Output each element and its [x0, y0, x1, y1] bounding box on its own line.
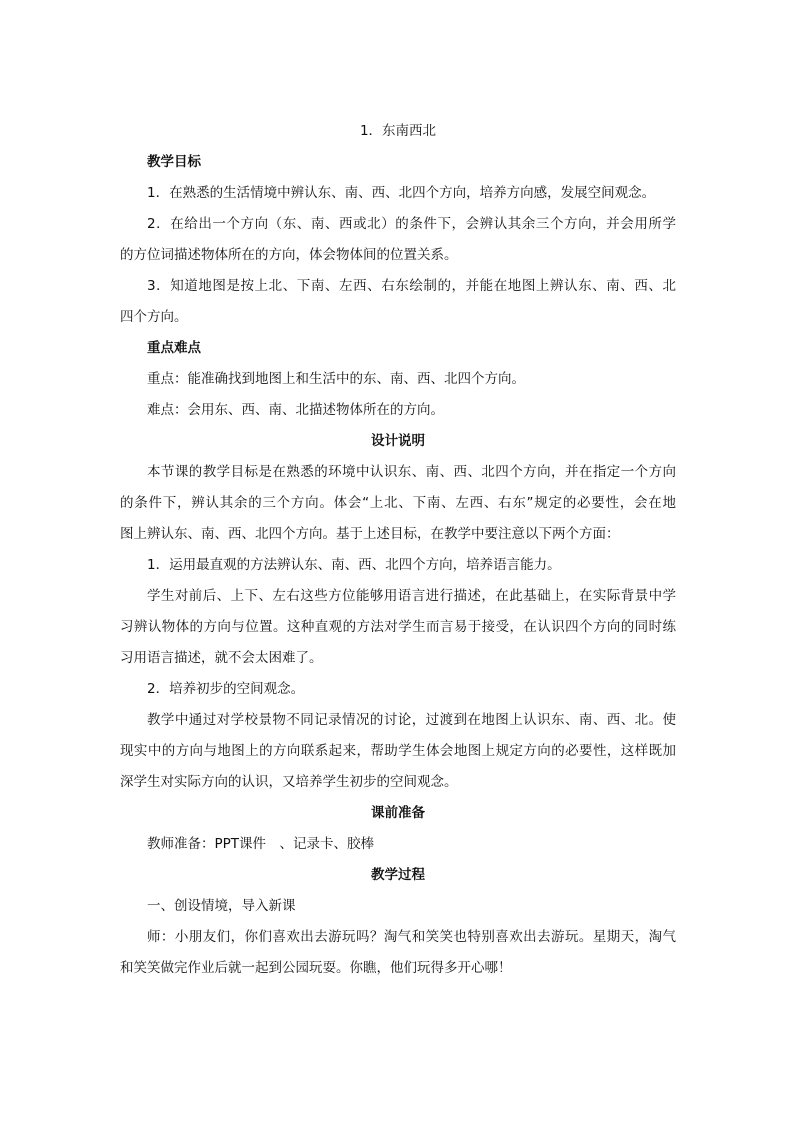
design-para-2-line-2: 习辨认物体的方向与位置。这种直观的方法对学生而言易于接受，在认识四个方向的同时练 [120, 619, 676, 635]
heading-design-notes: 设计说明 [371, 433, 425, 449]
document-page [120, 116, 676, 984]
design-para-1-line-2: 的条件下，辨认其余的三个方向。体会“上北、下南、左西、右东”规定的必要性，会在地 [120, 495, 676, 511]
design-para-2-line-1: 学生对前后、上下、左右这些方位能够用语言进行描述，在此基础上，在实际背景中学 [147, 588, 676, 604]
difficulty-point: 难点：会用东、西、南、北描述物体所在的方向。 [147, 402, 444, 418]
goal-item-2-line-2: 的方位词描述物体所在的方向，体会物体间的位置关系。 [120, 247, 458, 263]
design-para-1-line-1: 本节课的教学目标是在熟悉的环境中认识东、南、西、北四个方向，并在指定一个方向 [147, 464, 676, 480]
heading-teaching-process: 教学过程 [371, 867, 425, 883]
goal-item-3-line-2: 四个方向。 [120, 309, 188, 325]
heading-class-prep: 课前准备 [371, 805, 425, 821]
goal-item-1: 1．在熟悉的生活情境中辨认东、南、西、北四个方向，培养方向感，发展空间观念。 [147, 185, 656, 201]
design-point-1: 1．运用最直观的方法辨认东、南、西、北四个方向，培养语言能力。 [147, 557, 561, 573]
design-para-2-line-3: 习用语言描述，就不会太困难了。 [120, 650, 323, 666]
design-para-3-line-3: 深学生对实际方向的认识，又培养学生初步的空间观念。 [120, 774, 458, 790]
design-point-2: 2．培养初步的空间观念。 [147, 681, 305, 697]
teacher-prep: 教师准备：PPT课件 、记录卡、胶棒 [147, 836, 375, 852]
process-step-1: 一、创设情境，导入新课 [147, 898, 296, 914]
design-para-1-line-3: 图上辨认东、南、西、北四个方向。基于上述目标，在教学中要注意以下两个方面： [120, 526, 620, 542]
design-para-3-line-1: 教学中通过对学校景物不同记录情况的讨论，过渡到在地图上认识东、南、西、北。使 [147, 712, 676, 728]
process-para-1-line-2: 和笑笑做完作业后就一起到公园玩耍。你瞧，他们玩得多开心哪！ [120, 960, 512, 976]
heading-key-points: 重点难点 [147, 340, 201, 356]
goal-item-3-line-1: 3．知道地图是按上北、下南、左西、右东绘制的，并能在地图上辨认东、南、西、北 [147, 278, 676, 294]
goal-item-2-line-1: 2．在给出一个方向（东、南、西或北）的条件下，会辨认其余三个方向，并会用所学 [147, 216, 676, 232]
key-point: 重点：能准确找到地图上和生活中的东、南、西、北四个方向。 [147, 371, 525, 387]
heading-teaching-goals: 教学目标 [147, 154, 201, 170]
process-para-1-line-1: 师：小朋友们，你们喜欢出去游玩吗？淘气和笑笑也特别喜欢出去游玩。星期天，淘气 [147, 929, 676, 945]
document-title: 1．东南西北 [359, 123, 437, 139]
design-para-3-line-2: 现实中的方向与地图上的方向联系起来，帮助学生体会地图上规定方向的必要性，这样既加 [120, 743, 676, 759]
